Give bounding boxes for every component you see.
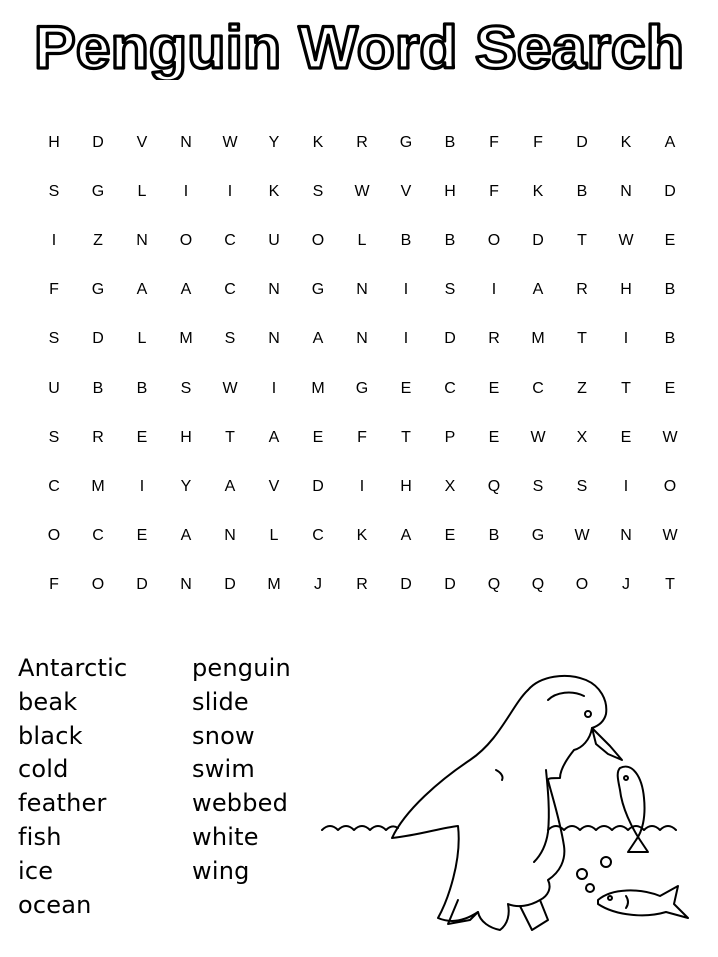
grid-letter: G: [399, 133, 413, 151]
grid-letter: D: [444, 330, 456, 348]
grid-letter: W: [662, 428, 678, 446]
grid-letter: F: [49, 281, 59, 299]
grid-letter: D: [312, 477, 324, 495]
grid-letter: O: [311, 231, 325, 249]
grid-letter: O: [663, 477, 677, 495]
penguin-eye: [585, 711, 591, 717]
grid-row: [32, 413, 692, 462]
word-item: webbed: [192, 789, 289, 818]
grid-letter: F: [489, 133, 499, 151]
grid-letter: D: [92, 133, 104, 151]
penguin-beak: [592, 728, 622, 760]
grid-letter: Q: [487, 576, 501, 594]
grid-row: [32, 364, 692, 413]
grid-letter: V: [136, 133, 148, 151]
grid-letter: B: [444, 231, 456, 249]
grid-letter: E: [664, 379, 676, 397]
grid-letter: D: [92, 330, 104, 348]
grid-letter: S: [444, 281, 456, 299]
grid-letter: C: [224, 281, 236, 299]
grid-letter: A: [312, 330, 324, 348]
grid-row: [32, 167, 692, 216]
grid-letter: D: [576, 133, 588, 151]
word-item: ice: [18, 856, 54, 885]
grid-letter: C: [224, 231, 236, 249]
grid-letter: L: [137, 182, 147, 200]
grid-letter: W: [222, 133, 238, 151]
grid-row: [32, 216, 692, 265]
fish-in-beak: [618, 767, 648, 852]
grid-letter: F: [533, 133, 543, 151]
grid-letter: K: [268, 182, 280, 200]
word-item: feather: [18, 789, 107, 818]
grid-letter: S: [180, 379, 192, 397]
grid-letter: H: [620, 281, 632, 299]
grid-letter: I: [51, 231, 57, 249]
grid-letter: S: [224, 330, 236, 348]
penguin-wing: [534, 770, 549, 862]
water-wave-right: [548, 826, 676, 830]
grid-letter: K: [532, 182, 544, 200]
grid-letter: R: [356, 576, 368, 594]
grid-letter: J: [314, 576, 322, 594]
grid-letter: F: [489, 182, 499, 200]
grid-letter: R: [576, 281, 588, 299]
grid-letter: C: [532, 379, 544, 397]
penguin-head-patch: [548, 693, 584, 700]
grid-letter: T: [225, 428, 235, 446]
grid-letter: U: [268, 231, 280, 249]
grid-letter: T: [577, 330, 587, 348]
grid-letter: X: [444, 477, 456, 495]
grid-letter: K: [620, 133, 632, 151]
grid-letter: B: [664, 330, 676, 348]
grid-letter: H: [48, 133, 60, 151]
grid-letter: B: [576, 182, 588, 200]
grid-letter: W: [574, 527, 590, 545]
grid-letter: W: [662, 527, 678, 545]
grid-letter: Q: [487, 477, 501, 495]
fish-swimming: [598, 886, 688, 918]
grid-letter: D: [400, 576, 412, 594]
grid-letter: A: [136, 281, 148, 299]
grid-letter: N: [180, 576, 192, 594]
letter-grid: [32, 118, 692, 610]
grid-letter: S: [312, 182, 324, 200]
grid-letter: B: [136, 379, 148, 397]
grid-letter: A: [180, 281, 192, 299]
grid-letter: L: [269, 527, 279, 545]
grid-letter: X: [576, 428, 588, 446]
grid-letter: S: [48, 182, 60, 200]
grid-letter: N: [620, 182, 632, 200]
grid-letter: U: [48, 379, 60, 397]
grid-row: [32, 315, 692, 364]
grid-letter: I: [183, 182, 189, 200]
grid-letter: R: [488, 330, 500, 348]
grid-row: [32, 462, 692, 511]
grid-letter: H: [180, 428, 192, 446]
grid-letter: I: [623, 477, 629, 495]
grid-letter: W: [354, 182, 370, 200]
grid-letter: C: [312, 527, 324, 545]
word-item: cold: [18, 755, 69, 784]
grid-letter: P: [444, 428, 456, 446]
grid-letter: M: [91, 477, 105, 495]
grid-letter: I: [359, 477, 365, 495]
grid-letter: A: [268, 428, 280, 446]
grid-letter: D: [532, 231, 544, 249]
grid-letter: O: [91, 576, 105, 594]
word-item: white: [192, 822, 259, 851]
title-label: Penguin Word Search: [34, 14, 684, 80]
grid-letter: B: [400, 231, 412, 249]
grid-letter: E: [488, 379, 500, 397]
word-list-column-2: [192, 652, 291, 889]
grid-letter: N: [620, 527, 632, 545]
grid-letter: D: [444, 576, 456, 594]
grid-letter: V: [400, 182, 412, 200]
grid-letter: O: [575, 576, 589, 594]
grid-letter: H: [444, 182, 456, 200]
grid-letter: N: [356, 281, 368, 299]
grid-letter: J: [622, 576, 630, 594]
word-item: black: [18, 721, 83, 750]
grid-letter: I: [227, 182, 233, 200]
grid-letter: Y: [180, 477, 192, 495]
penguin-foot-right: [520, 900, 548, 930]
grid-letter: T: [401, 428, 411, 446]
grid-letter: Z: [577, 379, 587, 397]
grid-letter: A: [180, 527, 192, 545]
grid-letter: K: [356, 527, 368, 545]
grid-letter: O: [179, 231, 193, 249]
grid-letter: O: [487, 231, 501, 249]
grid-letter: Z: [93, 231, 103, 249]
grid-letter: T: [665, 576, 675, 594]
word-item: snow: [192, 721, 255, 750]
fish-gill: [626, 896, 628, 908]
grid-letter: I: [403, 281, 409, 299]
grid-letter: I: [139, 477, 145, 495]
grid-letter: M: [311, 379, 325, 397]
grid-letter: N: [356, 330, 368, 348]
bubble: [586, 884, 594, 892]
page-title: [0, 6, 718, 80]
grid-row: [32, 512, 692, 561]
grid-letter: R: [92, 428, 104, 446]
fish-eye: [608, 896, 612, 900]
bubble: [601, 857, 611, 867]
word-item: Antarctic: [18, 654, 128, 682]
grid-letter: O: [47, 527, 61, 545]
grid-letter: D: [224, 576, 236, 594]
word-item: slide: [192, 687, 249, 716]
grid-letter: L: [137, 330, 147, 348]
grid-letter: S: [576, 477, 588, 495]
grid-letter: N: [180, 133, 192, 151]
penguin-belly-line: [496, 770, 503, 780]
grid-letter: M: [267, 576, 281, 594]
grid-letter: Q: [531, 576, 545, 594]
grid-letter: S: [48, 330, 60, 348]
grid-letter: W: [222, 379, 238, 397]
grid-letter: G: [91, 281, 105, 299]
grid-letter: E: [136, 527, 148, 545]
grid-letter: F: [357, 428, 367, 446]
grid-letter: G: [91, 182, 105, 200]
grid-letter: D: [136, 576, 148, 594]
grid-letter: I: [271, 379, 277, 397]
grid-letter: I: [403, 330, 409, 348]
grid-letter: E: [488, 428, 500, 446]
grid-letter: K: [312, 133, 324, 151]
grid-letter: N: [268, 281, 280, 299]
grid-letter: C: [92, 527, 104, 545]
grid-letter: F: [49, 576, 59, 594]
grid-row: [32, 561, 692, 610]
bubble: [577, 869, 587, 879]
grid-letter: M: [179, 330, 193, 348]
grid-letter: A: [224, 477, 236, 495]
grid-letter: C: [444, 379, 456, 397]
word-list-column-1: [18, 652, 127, 922]
grid-letter: A: [400, 527, 412, 545]
grid-letter: M: [531, 330, 545, 348]
grid-letter: L: [357, 231, 367, 249]
word-item: penguin: [192, 654, 291, 682]
grid-letter: I: [491, 281, 497, 299]
grid-letter: N: [224, 527, 236, 545]
grid-letter: A: [532, 281, 544, 299]
grid-letter: W: [530, 428, 546, 446]
grid-letter: H: [400, 477, 412, 495]
grid-letter: D: [664, 182, 676, 200]
grid-letter: E: [400, 379, 412, 397]
grid-letter: T: [577, 231, 587, 249]
grid-letter: C: [48, 477, 60, 495]
grid-letter: G: [311, 281, 325, 299]
grid-letter: A: [664, 133, 676, 151]
fish-eye: [624, 776, 628, 780]
penguin-illustration: [318, 660, 710, 950]
grid-letter: Y: [268, 133, 280, 151]
grid-letter: B: [488, 527, 500, 545]
grid-letter: N: [268, 330, 280, 348]
word-item: swim: [192, 755, 255, 784]
word-item: ocean: [18, 890, 92, 919]
water-wave-left: [322, 826, 398, 830]
grid-letter: B: [664, 281, 676, 299]
title-outline-text: [0, 6, 718, 80]
word-item: wing: [192, 856, 250, 885]
grid-row: [32, 266, 692, 315]
grid-letter: G: [531, 527, 545, 545]
grid-letter: N: [136, 231, 148, 249]
grid-letter: T: [621, 379, 631, 397]
word-item: beak: [18, 687, 78, 716]
grid-letter: E: [444, 527, 456, 545]
grid-row: [32, 118, 692, 167]
grid-letter: S: [48, 428, 60, 446]
word-item: fish: [18, 822, 62, 851]
grid-letter: E: [620, 428, 632, 446]
grid-letter: S: [532, 477, 544, 495]
grid-letter: W: [618, 231, 634, 249]
grid-letter: V: [268, 477, 280, 495]
grid-letter: E: [136, 428, 148, 446]
grid-letter: G: [355, 379, 369, 397]
grid-letter: R: [356, 133, 368, 151]
grid-letter: B: [92, 379, 104, 397]
grid-letter: E: [664, 231, 676, 249]
grid-letter: E: [312, 428, 324, 446]
grid-letter: I: [623, 330, 629, 348]
grid-letter: B: [444, 133, 456, 151]
penguin-body: [392, 690, 564, 930]
